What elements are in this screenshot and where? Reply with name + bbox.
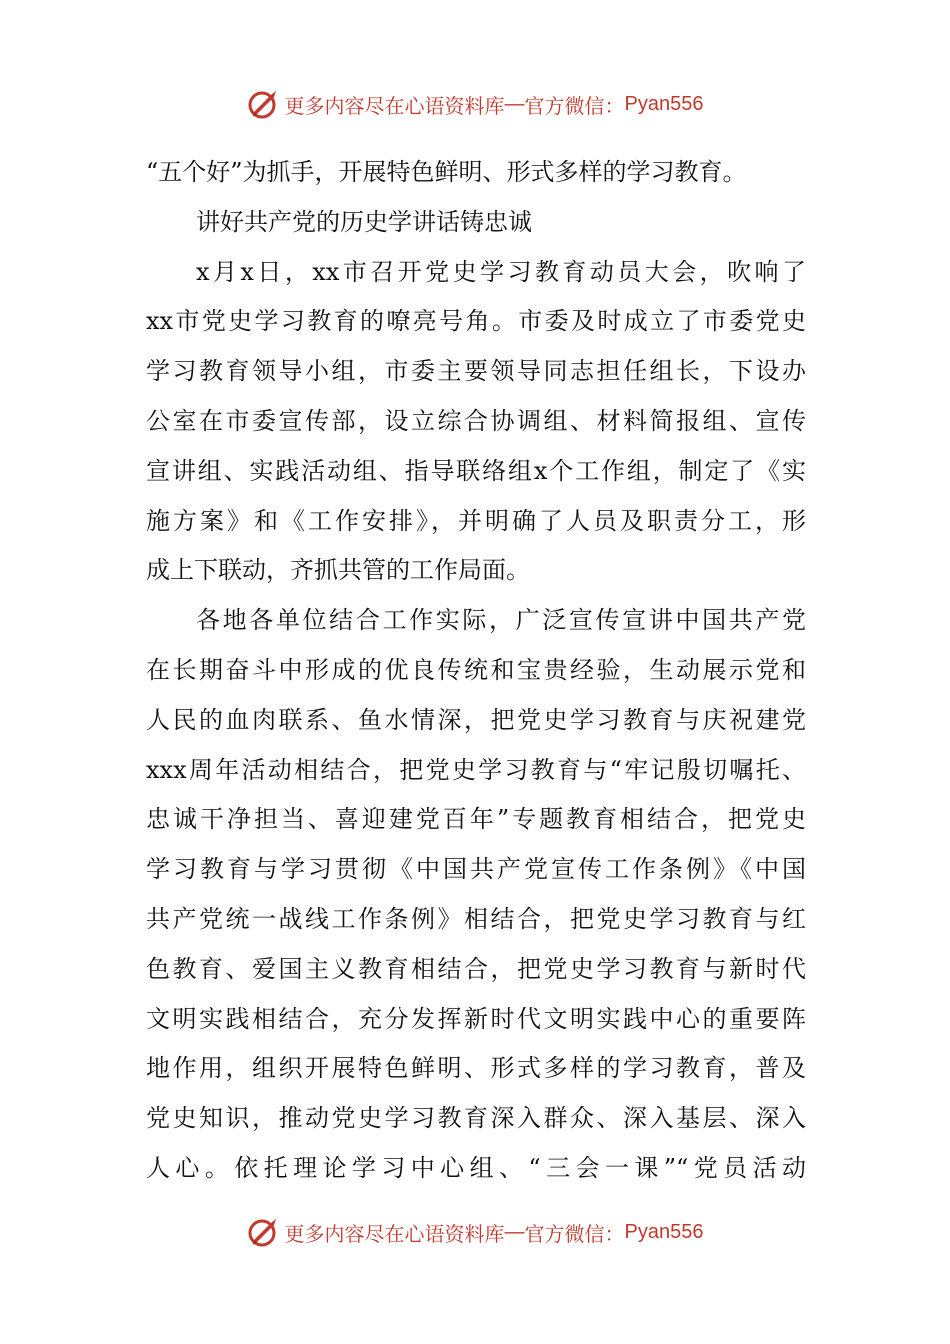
text-line: 人民的血肉联系、鱼水情深，把党史学习教育与庆祝建党 [146,705,806,734]
pen-circle-logo-icon [247,1215,281,1249]
footer-banner [0,1212,950,1252]
pen-circle-logo-icon [247,87,281,121]
text-line: 公室在市委宣传部，设立综合协调组、材料简报组、宣传 [146,406,806,435]
text-line: 学习教育与学习贯彻《中国共产党宣传工作条例》《中国 [146,855,806,884]
text-line: 色教育、爱国主义教育相结合，把党史学习教育与新时代 [146,954,806,983]
header-banner [0,84,950,124]
banner-dash: — [504,1220,525,1243]
text-line: 施方案》和《工作安排》，并明确了人员及职责分工，形 [146,506,806,535]
text-line: 学习教育领导小组，市委主要领导同志担任组长，下设办 [146,357,806,386]
wechat-id: Pyan556 [624,92,704,115]
text-line: 地作用，组织开展特色鲜明、形式多样的学习教育，普及 [146,1054,806,1083]
brand-text: 更多内容尽在心语资料库 [284,93,505,118]
section-heading: 讲好共产党的历史学讲话铸忠诚 [196,207,532,236]
text-line: 共产党统一战线工作条例》相结合，把党史学习教育与红 [146,904,806,933]
text-line: xxx周年活动相结合，把党史学习教育与“牢记殷切嘱托、 [146,755,806,784]
document-body [146,148,806,1194]
text-line: 宣讲组、实践活动组、指导联络组x个工作组，制定了《实 [146,456,806,485]
text-line: 成上下联动，齐抓共管的工作局面。 [146,556,530,585]
text-line: 在长期奋斗中形成的优良传统和宝贵经验，生动展示党和 [146,655,806,684]
text-line: 文明实践相结合，充分发挥新时代文明实践中心的重要阵 [146,1004,806,1033]
text-line: 人心。依托理论学习中心组、“三会一课”“党员活动 [146,1153,806,1182]
wechat-id: Pyan556 [624,1220,704,1243]
official-wechat-label: 官方微信： [524,1221,625,1246]
text-line: 各地各单位结合工作实际，广泛宣传宣讲中国共产党 [196,606,806,635]
brand-text: 更多内容尽在心语资料库 [284,1221,505,1246]
banner-dash: — [504,92,525,115]
text-line: 忠诚干净担当、喜迎建党百年”专题教育相结合，把党史 [146,805,806,834]
official-wechat-label: 官方微信： [524,93,625,118]
text-line: xx市党史学习教育的嘹亮号角。市委及时成立了市委党史 [146,307,806,336]
text-line: x月x日，xx市召开党史学习教育动员大会，吹响了 [196,257,806,286]
text-line: 党史知识，推动党史学习教育深入群众、深入基层、深入 [146,1104,806,1133]
text-line: “五个好”为抓手，开展特色鲜明、形式多样的学习教育。 [146,158,747,186]
